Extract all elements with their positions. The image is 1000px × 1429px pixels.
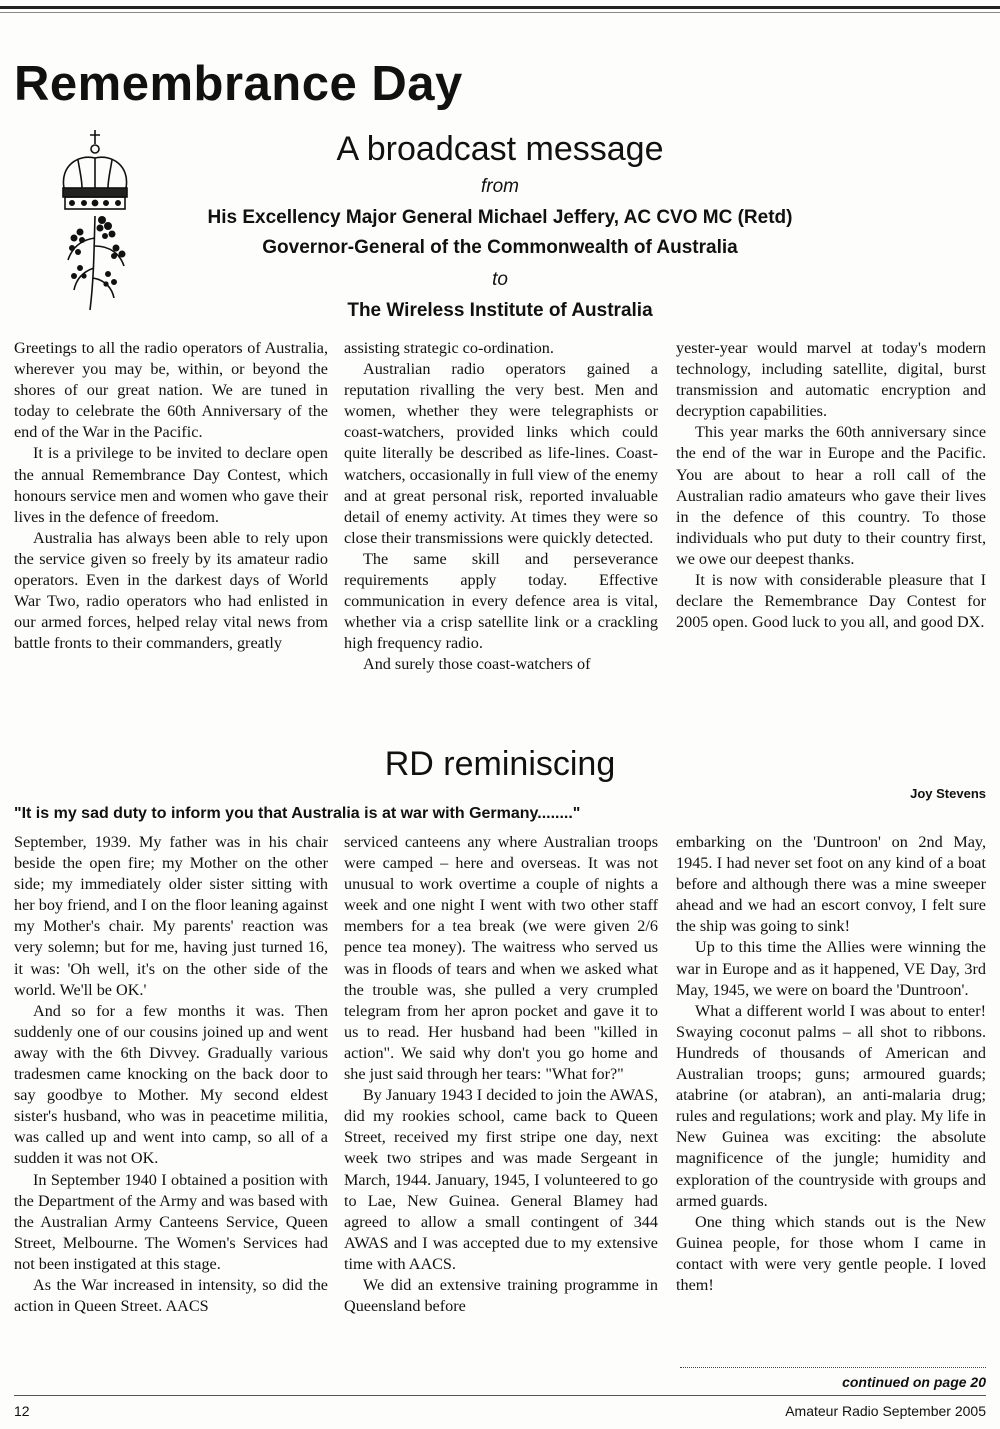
sender-title: Governor-General of the Commonwealth of Australia <box>262 237 738 258</box>
paragraph: One thing which stands out is the New Guinea people, for those whom I came in contact with were very gentle people. I loved them! <box>676 1212 986 1294</box>
sender-name: His Excellency Major General Michael Jeffery, AC CVO MC (Retd) <box>207 207 793 228</box>
article-column-1 <box>14 832 328 1317</box>
paragraph: Australia has always been able to rely upon the service given so freely by its amateur radio operators. Even in the darkest days of World War Two, radio operators who had enlisted in our armed forces, helped relay vital news from battle fronts to their commanders, greatly <box>14 528 328 653</box>
article-column-2 <box>344 832 658 1317</box>
paragraph: embarking on the 'Duntroon' on 2nd May, 1945. I had never set foot on any kind of a boat before and although there was a mine sweeper ahead and we had an escort convoy, I felt sure the ship was going to sink! <box>676 833 986 936</box>
to-label: to <box>492 269 508 290</box>
magazine-issue: Amateur Radio September 2005 <box>785 1403 986 1419</box>
message-column-1 <box>14 338 328 654</box>
paragraph: We did an extensive training programme in Queensland before <box>344 1275 658 1316</box>
paragraph: It is now with considerable pleasure that I declare the Remembrance Day Contest for 2005 open. Good luck to you all, and good DX. <box>676 571 986 632</box>
broadcast-subtitle: A broadcast message <box>336 130 664 168</box>
paragraph: It is a privilege to be invited to declare open the annual Remembrance Day Contest, which honours service men and women who gave their lives in the defence of freedom. <box>14 444 328 526</box>
top-rule <box>0 6 1000 9</box>
paragraph: Up to this time the Allies were winning the war in Europe and as it happened, VE Day, 3rd May, 1945, we were on board the 'Duntroon'. <box>676 938 986 999</box>
recipient-name: The Wireless Institute of Australia <box>347 300 653 321</box>
continued-divider <box>680 1367 986 1368</box>
article-column-3 <box>676 832 986 1296</box>
page-number: 12 <box>14 1403 30 1419</box>
paragraph: And surely those coast-watchers of <box>363 655 591 674</box>
top-rule-thin <box>0 12 1000 13</box>
footer-rule <box>14 1395 986 1396</box>
paragraph: In September 1940 I obtained a position with the Department of the Army and was based with the Australian Army Canteens Service, Queen Street, Melbourne. The Women's Services had not been instigated at this stage. <box>14 1170 328 1273</box>
paragraph: Greetings to all the radio operators of Australia, wherever you may be, within, or beyond the shores of our great nation. We are tuned in today to celebrate the 60th Anniversary of the end of the War in the Pacific. <box>14 339 328 442</box>
continued-note: continued on page 20 <box>842 1374 986 1390</box>
page-title: Remembrance Day <box>14 57 463 111</box>
crown-wattle-crest-icon <box>50 128 140 313</box>
paragraph: serviced canteens any where Australian troops were camped – here and overseas. It was not unusual to work overtime a couple of nights a week and one night I went with two other staff members for a tea break (we were given 2/6 pence tea money). The waitress who served us was in floods of tears and when we asked what the trouble was, she pulled a very crumpled telegram from her apron pocket and gave it to us to read. Her husband had been "killed in action". We said why don't you go home and she just said through her tears: "What for?" <box>344 833 658 1084</box>
message-column-3 <box>676 338 986 633</box>
message-column-2 <box>344 338 658 676</box>
paragraph: What a different world I was about to enter! Swaying coconut palms – all shot to ribbons. Hundreds of thousands of American and Australian troops; guns; armoured guards; atabrine (or atabran), an anti-malaria drug; rules and regulations; work and play. My life in New Guinea was exciting: the absolute magnificence of the jungle; humidity and exploration of the countryside with groups and armed guards. <box>676 1001 986 1210</box>
article-pull-quote: "It is my sad duty to inform you that Australia is at war with Germany........" <box>14 805 581 822</box>
from-label: from <box>481 176 519 197</box>
paragraph: September, 1939. My father was in his chair beside the open fire; my Mother on the other side; my immediately older sister sitting with her boy friend, and I on the floor leaning against my Mother's chair. My parents' reaction was very solemn; but for me, having just turned 16, it was: 'Oh well, it's on the other side of the world. We'll be OK.' <box>14 833 328 999</box>
paragraph: The same skill and perseverance requirements apply today. Effective communication in every defence area is vital, whether via a crisp satellite link or a crackling high frequency radio. <box>344 549 658 653</box>
article-author: Joy Stevens <box>910 786 986 801</box>
paragraph: Australian radio operators gained a reputation rivalling the very best. Men and women, whether they were telegraphists or coast-watchers, provided links which could quite literally be described as life-lines. Coast-watchers, occasionally in full view of the enemy and at great personal risk, reported invaluable detail of enemy activity. At times they were so close their transmissions were quickly detected. <box>344 360 658 547</box>
paragraph: As the War increased in intensity, so did the action in Queen Street. AACS <box>14 1275 328 1316</box>
paragraph: This year marks the 60th anniversary since the end of the war in Europe and the Pacific. You are about to hear a roll call of the Australian radio amateurs who gave their lives in the defence of this country. To those individuals who put duty to their country first, we owe our deepest thanks. <box>676 423 986 568</box>
paragraph: And so for a few months it was. Then suddenly one of our cousins joined up and went away with the 6th Divvey. Gradually various tradesmen came knocking on the back door to say goodbye to Mother. My second eldest sister's husband, who was in peacetime militia, was called up and went into camp, so all of a sudden it was not OK. <box>14 1001 328 1168</box>
paragraph: assisting strategic co-ordination. <box>344 339 554 357</box>
paragraph: yester-year would marvel at today's modern technology, including satellite, digital, burst transmission and automatic encryption and decryption capabilities. <box>676 339 986 421</box>
article-title: RD reminiscing <box>384 745 616 783</box>
paragraph: By January 1943 I decided to join the AWAS, did my rookies school, came back to Queen Street, received my first stripe one day, next week two stripes and was made Sergeant in March, 1944. January, 1945, I volunteered to go to Lae, New Guinea. General Blamey had agreed to allow a small contingent of 344 AWAS and I was accepted due to my extensive time with AACS. <box>344 1086 658 1273</box>
